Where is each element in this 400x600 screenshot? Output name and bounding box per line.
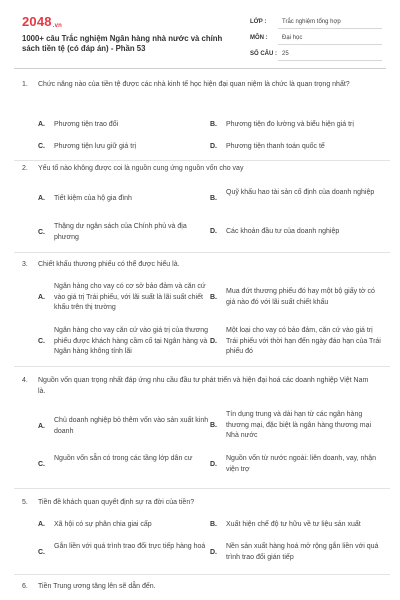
question-number: 2. xyxy=(22,165,28,172)
question-number: 5. xyxy=(22,499,28,506)
option-letter: B. xyxy=(210,121,217,128)
info-value: 25 xyxy=(278,51,382,61)
option-letter: C. xyxy=(38,143,45,150)
info-row-subject xyxy=(250,32,382,48)
document-info xyxy=(250,16,382,64)
info-row-count xyxy=(250,48,382,64)
option-text: Phương tiện lưu giữ giá trị xyxy=(54,143,137,150)
option-letter: D. xyxy=(210,549,217,556)
option-letter: A. xyxy=(38,521,45,528)
option-letter: B. xyxy=(210,294,217,301)
question-text: Tiền Trung ương tăng lên sẽ dẫn đến. xyxy=(38,583,156,590)
option-letter: C. xyxy=(38,338,45,345)
option-letter: A. xyxy=(38,294,45,301)
option-text: Nguồn vốn sẵn có trong các tầng lớp dân cư xyxy=(54,455,193,462)
option-text: Quỹ khấu hao tài sản cố định của doanh nghiệp xyxy=(226,189,375,196)
question-divider xyxy=(14,488,390,489)
option-text: Xã hội có sự phân chia giai cấp xyxy=(54,521,152,528)
option-text: Xuất hiện chế độ tư hữu về tư liệu sản xuất xyxy=(226,521,361,528)
option-letter: D. xyxy=(210,228,217,235)
option-letter: A. xyxy=(38,121,45,128)
option-text: Phương tiện thanh toán quốc tế xyxy=(226,143,325,150)
option-text: Tiết kiệm của hộ gia đình xyxy=(54,195,132,202)
question-divider xyxy=(14,252,390,253)
header-divider xyxy=(14,68,386,69)
option-text: Chủ doanh nghiệp bỏ thêm vốn vào sản xuất kinh doanh xyxy=(54,417,209,435)
logo-main: 2048 xyxy=(22,14,52,29)
option-text: Phương tiện đo lường và biểu hiện giá trị xyxy=(226,121,354,128)
question-text: Nguồn vốn quan trọng nhất đáp ứng nhu cầu đầu tư phát triển và hiện đại hoá các doanh nghiệp Việt Nam là. xyxy=(38,377,369,395)
document-title: 1000+ câu Trắc nghiệm Ngân hàng nhà nước và chính sách tiền tệ (có đáp án) - Phần 53 xyxy=(22,34,223,53)
question-text: Chức năng nào của tiền tệ được các nhà kinh tế học hiện đại quan niệm là chức là quan trọng nhất? xyxy=(38,81,350,88)
info-value: Trắc nghiệm tổng hợp xyxy=(278,19,382,29)
option-letter: C. xyxy=(38,549,45,556)
question-number: 6. xyxy=(22,583,28,590)
question-number: 1. xyxy=(22,81,28,88)
option-text: Mua đứt thương phiếu đó hay một bộ giấy tờ có giá nào đó với lãi suất chiết khấu xyxy=(226,288,375,306)
option-text: Nguồn vốn từ nước ngoài: liên doanh, vay, nhận viện trợ xyxy=(226,455,377,473)
option-text: Gắn liền với quá trình trao đổi trực tiếp hàng hoá xyxy=(54,543,206,550)
option-text: Các khoản đầu tư của doanh nghiệp xyxy=(226,228,340,235)
option-letter: D. xyxy=(210,338,217,345)
option-text: Thặng dư ngân sách của Chính phủ và địa phương xyxy=(54,223,187,241)
question-divider xyxy=(14,574,390,575)
info-value: Đại học xyxy=(278,35,382,45)
logo-suffix: .vn xyxy=(52,23,63,29)
question-text: Yếu tố nào không được coi là nguồn cung ứng nguồn vốn cho vay xyxy=(38,165,244,172)
option-text: Nền sản xuất hàng hoá mở rộng gắn liền với quá trình trao đổi gián tiếp xyxy=(226,543,379,561)
question-text: Chiết khấu thương phiếu có thể được hiểu là. xyxy=(38,261,180,268)
question-divider xyxy=(14,160,390,161)
option-text: Một loại cho vay có bảo đảm, căn cứ vào giá trị Trái phiếu với thời hạn đến ngày đáo hạn của Trái phiếu đó xyxy=(226,327,381,355)
option-letter: B. xyxy=(210,422,217,429)
option-letter: D. xyxy=(210,143,217,150)
option-text: Ngân hàng cho vay có cơ sở bảo đảm và căn cứ vào giá trị Trái phiếu, với lãi suất là lãi suất chiết khấu trên thị trường xyxy=(54,283,206,311)
info-label: SỐ CÂU : xyxy=(250,51,277,57)
document-header xyxy=(22,14,382,66)
option-letter: B. xyxy=(210,195,217,202)
option-letter: C. xyxy=(38,229,45,236)
info-label: LỚP : xyxy=(250,19,267,25)
option-letter: D. xyxy=(210,461,217,468)
site-logo[interactable] xyxy=(22,14,62,29)
option-letter: A. xyxy=(38,195,45,202)
question-divider xyxy=(14,366,390,367)
option-text: Tín dụng trung và dài hạn từ các ngân hàng thương mại, đặc biệt là ngân hàng thương mại Nhà nước xyxy=(226,411,372,439)
question-number: 4. xyxy=(22,377,28,384)
option-letter: C. xyxy=(38,461,45,468)
option-letter: A. xyxy=(38,423,45,430)
option-text: Phương tiện trao đổi xyxy=(54,121,119,128)
option-text: Ngân hàng cho vay căn cứ vào giá trị của thương phiếu được khách hàng cầm cố tại Ngân hàng và Ngân hàng không tính lãi xyxy=(54,327,209,355)
option-letter: B. xyxy=(210,521,217,528)
info-row-class xyxy=(250,16,382,32)
question-text: Tiền đề khách quan quyết định sự ra đời của tiền? xyxy=(38,499,195,506)
question-number: 3. xyxy=(22,261,28,268)
info-label: MÔN : xyxy=(250,35,268,41)
